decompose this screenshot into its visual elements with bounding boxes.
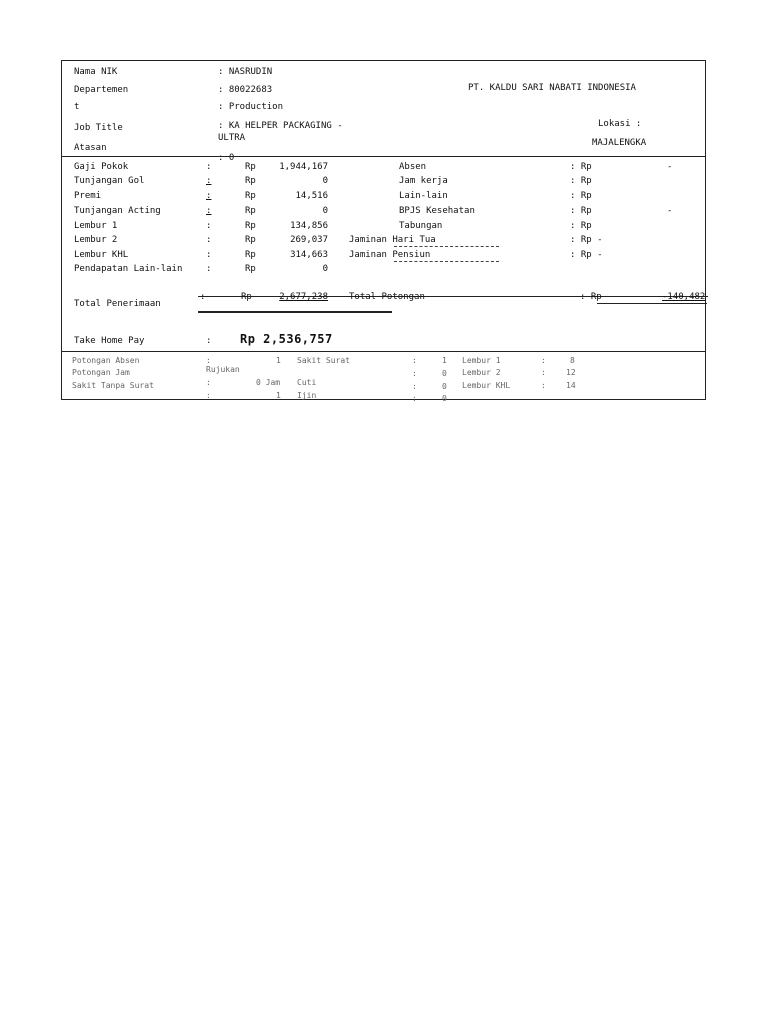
take-home-pay-label: Take Home Pay (74, 336, 145, 346)
deduction-label: Jam kerja (399, 176, 448, 186)
earning-currency: Rp (245, 264, 256, 274)
earning-label: Lembur 2 (74, 235, 118, 245)
total-penerimaan-label: Total Penerimaan (74, 299, 161, 309)
lembur2-sep: : (541, 368, 546, 377)
earning-sep: : (206, 191, 212, 201)
earning-amount: 0 (322, 176, 328, 186)
take-home-pay-sep: : (206, 336, 212, 346)
take-home-pay-amount: Rp 2,536,757 (240, 332, 333, 346)
job-title-label: Job Title (74, 123, 123, 133)
sakit-surat-sep: : (412, 356, 417, 365)
lembur-khl-value: 14 (566, 381, 576, 390)
sakit-tanpa-surat-value: 0 Jam (256, 378, 281, 387)
ijin-label: Ijin (297, 391, 317, 400)
ijin-sep: : (412, 394, 417, 403)
earning-currency: Rp (245, 176, 256, 186)
earning-sep: : (206, 162, 212, 172)
earning-currency: Rp (245, 221, 256, 231)
earning-sep: : (206, 176, 212, 186)
lembur2-label: Lembur 2 (462, 368, 501, 377)
ijin-value: 0 (442, 394, 447, 403)
departemen-label: Departemen (74, 85, 129, 95)
total-potongan-sep: : Rp (580, 292, 602, 302)
total-penerimaan-underline (198, 311, 392, 313)
earning-currency: Rp (245, 191, 256, 201)
ijin-row-sep: : (206, 391, 211, 400)
deduction-sep: : Rp (570, 162, 592, 172)
atasan-label: Atasan (74, 143, 107, 153)
total-penerimaan-amount: 2,677,238 (279, 292, 328, 302)
deduction-sep: : Rp - (570, 250, 603, 260)
earning-sep: : (206, 250, 212, 260)
ijin-row-value: 1 (276, 391, 281, 400)
deduction-amount: - (667, 162, 673, 172)
deduction-sep: : Rp (570, 191, 592, 201)
lembur-khl-label: Lembur KHL (462, 381, 511, 390)
sakit-surat-label: Sakit Surat (297, 356, 350, 365)
lembur1-label: Lembur 1 (462, 356, 501, 365)
lembur-khl-sep: : (541, 381, 546, 390)
nik-value: : 80022683 (218, 85, 273, 95)
earning-currency: Rp (245, 250, 256, 260)
lokasi-value: MAJALENGKA (592, 138, 647, 148)
atasan-value: : 0 (218, 153, 235, 163)
earning-amount: 0 (322, 264, 328, 274)
deduction-label: Jaminan Pensiun (349, 250, 431, 260)
sakit-tanpa-surat-label: Sakit Tanpa Surat (72, 381, 154, 390)
rujukan-value: 0 (442, 369, 447, 378)
earning-sep: : (206, 206, 212, 216)
potongan-absen-label: Potongan Absen (72, 356, 140, 365)
deduction-label: Absen (399, 162, 427, 172)
potongan-jam-label: Potongan Jam (72, 368, 130, 377)
dashed-rule (394, 246, 499, 247)
deduction-sep: : Rp (570, 221, 592, 231)
deduction-sep: : Rp - (570, 235, 603, 245)
earning-label: Premi (74, 191, 102, 201)
total-potongan-label: Total Potongan (349, 292, 425, 302)
nama-value: : NASRUDIN (218, 67, 273, 77)
earning-label: Lembur KHL (74, 250, 129, 260)
rujukan-sep: : (412, 369, 417, 378)
earning-amount: 269,037 (290, 235, 328, 245)
deduction-amount: - (667, 206, 673, 216)
earning-label: Tunjangan Acting (74, 206, 161, 216)
departemen-value: : Production (218, 102, 284, 112)
potongan-absen-value: 1 (276, 356, 281, 365)
job-title-value-2: ULTRA (218, 133, 246, 143)
lokasi-label: Lokasi : (598, 119, 642, 129)
earning-label: Lembur 1 (74, 221, 118, 231)
footer-divider (62, 351, 705, 352)
lembur1-value: 8 (570, 356, 575, 365)
earning-label: Pendapatan Lain-lain (74, 264, 183, 274)
deduction-sep: : Rp (570, 206, 592, 216)
payslip (61, 60, 706, 403)
earning-amount: 0 (322, 206, 328, 216)
nama-nik-label: Nama NIK (74, 67, 118, 77)
earning-sep: : (206, 221, 212, 231)
earning-label: Gaji Pokok (74, 162, 129, 172)
dashed-rule (394, 261, 499, 262)
earning-amount: 314,663 (290, 250, 328, 260)
total-penerimaan-currency: Rp (241, 292, 252, 302)
earning-amount: 1,944,167 (279, 162, 328, 172)
earning-currency: Rp (245, 235, 256, 245)
cuti-label: Cuti (297, 378, 317, 387)
deduction-label: BPJS Kesehatan (399, 206, 475, 216)
earning-sep: : (206, 264, 212, 274)
earning-amount: 134,856 (290, 221, 328, 231)
potongan-absen-sep: : (206, 356, 211, 365)
total-potongan-amount: -140,482 (662, 292, 706, 302)
cuti-sep: : (412, 382, 417, 391)
earning-currency: Rp (245, 162, 256, 172)
earning-sep: : (206, 235, 212, 245)
deduction-label: Lain-lain (399, 191, 448, 201)
sakit-surat-value: 1 (442, 356, 447, 365)
earning-label: Tunjangan Gol (74, 176, 145, 186)
cuti-value: 0 (442, 382, 447, 391)
deduction-label: Tabungan (399, 221, 443, 231)
sakit-tanpa-surat-sep: : (206, 378, 211, 387)
total-potongan-underline (597, 303, 707, 304)
lembur2-value: 12 (566, 368, 576, 377)
deduction-label: Jaminan Hari Tua (349, 235, 436, 245)
rujukan-label: Rujukan (206, 365, 240, 374)
earning-amount: 14,516 (295, 191, 328, 201)
departemen-label-suffix: t (74, 102, 80, 112)
deduction-sep: : Rp (570, 176, 592, 186)
lembur1-sep: : (541, 356, 546, 365)
company-name: PT. KALDU SARI NABATI INDONESIA (468, 83, 636, 93)
header-divider (62, 156, 705, 157)
earning-currency: Rp (245, 206, 256, 216)
job-title-value: : KA HELPER PACKAGING - (218, 121, 343, 131)
total-penerimaan-sep: : (200, 292, 206, 302)
